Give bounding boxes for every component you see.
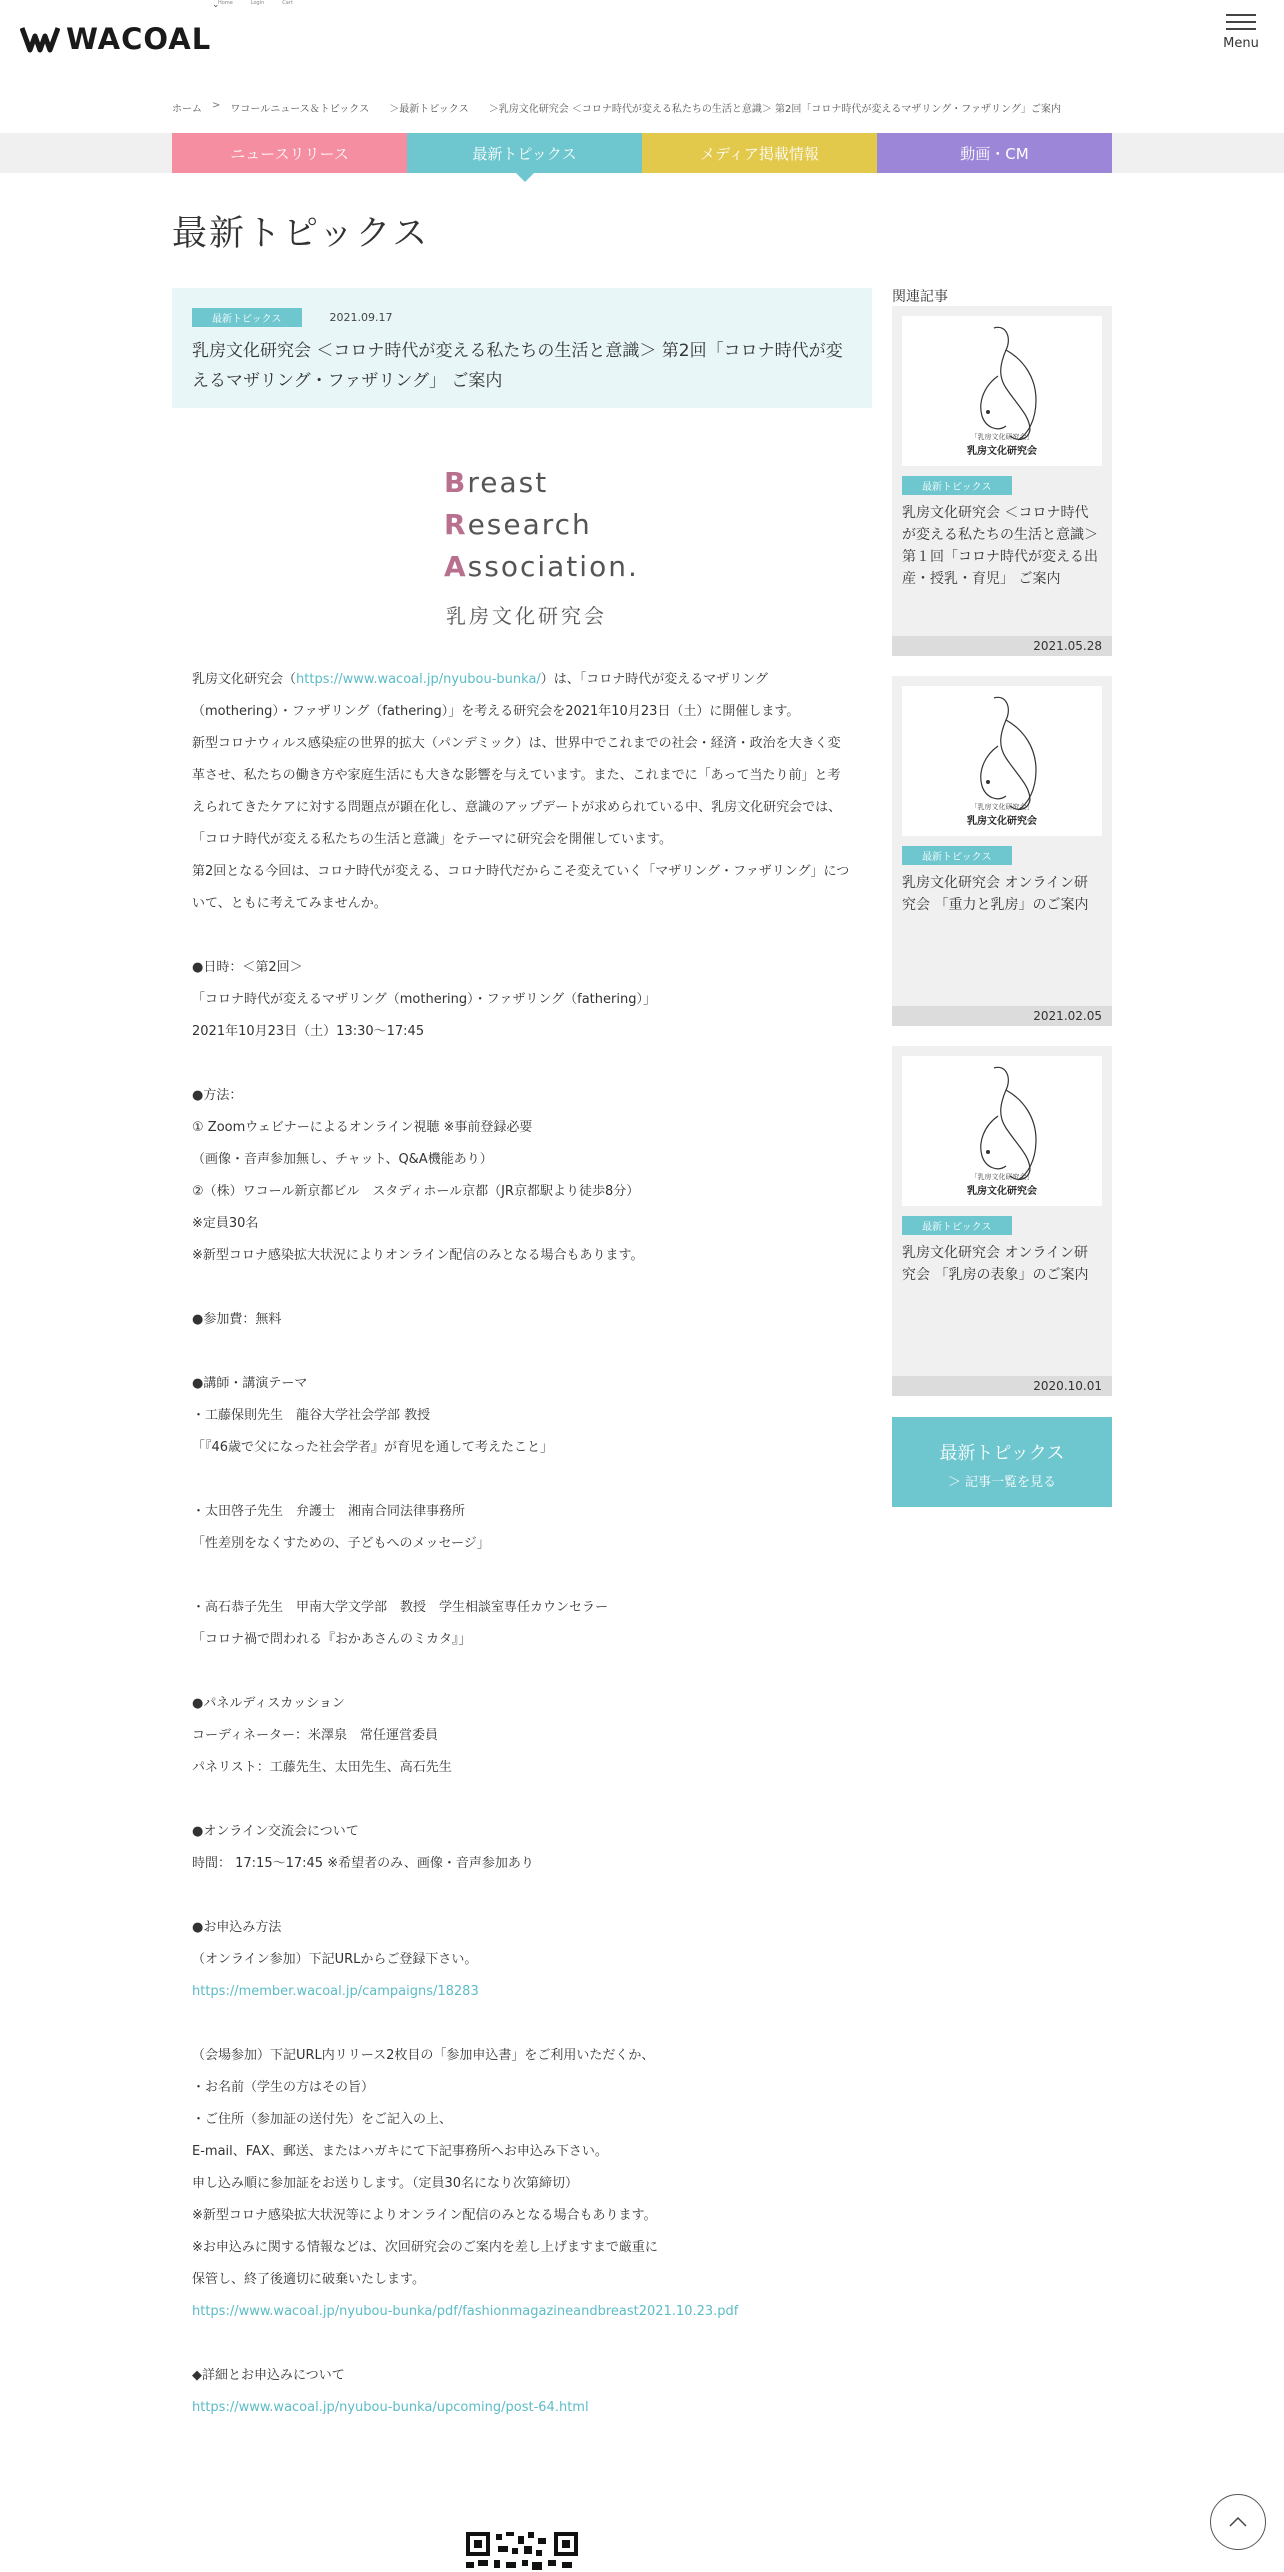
speaker-line: ●講師・講演テーマ [192, 1376, 308, 1391]
thumb-title: 乳房文化研究会 [967, 816, 1037, 827]
apply-line: （オンライン参加）下記URLからご登録下さい。 [192, 1952, 478, 1967]
schedule-line: 2021年10月23日（土）13:30～17:45 [192, 1024, 425, 1039]
article-meta [192, 308, 392, 327]
speaker-line: ・高石恭子先生 甲南大学文学部 教授 学生相談室専任カウンセラー [192, 1600, 609, 1615]
card-thumbnail [902, 1056, 1102, 1206]
method-line: ※定員30名 [192, 1216, 259, 1231]
tab-media[interactable]: メディア掲載情報 [642, 133, 877, 173]
card-title: 乳房文化研究会 オンライン研究会 「重力と乳房」のご案内 [902, 875, 1089, 913]
top-link-login[interactable]: Login [250, 0, 265, 6]
top-link-cart[interactable]: Cart [282, 0, 293, 6]
thumb-caption: 「乳房文化研究会」 [970, 803, 1034, 811]
online-line: ●オンライン交流会について [192, 1824, 359, 1839]
menu-button[interactable] [1218, 14, 1264, 51]
top-link-home[interactable]: Home [218, 0, 233, 6]
related-card[interactable] [892, 676, 1112, 1026]
card-title: 乳房文化研究会 ＜コロナ時代が変える私たちの生活と意識＞ 第１回「コロナ時代が変える出産・授乳・育児」 ご案内 [902, 505, 1098, 587]
tab-video-cm[interactable]: 動画・CM [877, 133, 1112, 173]
card-date: 2021.02.05 [892, 1006, 1112, 1026]
detail-link[interactable]: https://www.wacoal.jp/nyubou-bunka/upcoming/post-64.html [192, 2400, 589, 2415]
top-utility-nav [212, 0, 293, 10]
invitation-paragraph: 第2回となる今回は、コロナ時代が変える、コロナ時代だからこそ変えていく「マザリング・ファザリング」について、ともに考えてみませんか。 [192, 864, 850, 911]
topics-list-subtitle: ＞ 記事一覧を見る [947, 1475, 1057, 1490]
method-line: ②（株）ワコール新京都ビル スタディホール京都（JR京都駅より徒歩8分） [192, 1184, 640, 1199]
related-card[interactable] [892, 306, 1112, 656]
fee-line: ●参加費：無料 [192, 1312, 282, 1327]
menu-label: Menu [1223, 36, 1259, 51]
card-category-badge: 最新トピックス [902, 1216, 1012, 1235]
bra-logo-japanese: 乳房文化研究会 [446, 604, 607, 628]
bra-logo [444, 462, 664, 629]
wacoal-mark-icon [20, 24, 60, 54]
brand-name: WACOAL [66, 22, 212, 56]
back-to-top-button[interactable] [1210, 2494, 1266, 2550]
wacoal-logo[interactable] [20, 22, 211, 56]
venue-line: ※お申込みに関する情報などは、次回研究会のご案内を差し上げますまで厳重に [192, 2240, 658, 2255]
apply-line: ●お申込み方法 [192, 1920, 282, 1935]
method-line: （画像・音声参加無し、チャット、Q&A機能あり） [192, 1152, 493, 1167]
panel-line: パネリスト：工藤先生、太田先生、高石先生 [192, 1760, 452, 1775]
chevron-down-icon[interactable]: ⌄ [212, 0, 220, 10]
article-header [172, 288, 872, 408]
article-body [192, 664, 852, 2424]
venue-line: ・お名前（学生の方はその旨） [192, 2080, 375, 2095]
card-thumbnail [902, 686, 1102, 836]
venue-line: （会場参加）下記URL内リリース2枚目の「参加申込書」をご利用いただくか、 [192, 2048, 655, 2063]
hamburger-icon [1226, 14, 1256, 30]
bra-logo-line: Breast [444, 466, 549, 499]
topics-list-title: 最新トピックス [939, 1443, 1065, 1464]
related-card[interactable] [892, 1046, 1112, 1396]
venue-line: 申し込み順に参加証をお送りします。（定員30名になり次第締切） [192, 2176, 579, 2191]
bra-logo-line: Association. [444, 550, 639, 583]
article-date: 2021.09.17 [329, 311, 393, 324]
bra-logo-line: Research [444, 508, 592, 541]
thumb-caption: 「乳房文化研究会」 [970, 433, 1034, 441]
method-line: ① Zoomウェビナーによるオンライン視聴 ※事前登録必要 [192, 1120, 533, 1135]
card-date: 2021.05.28 [892, 636, 1112, 656]
schedule-line: ●日時：＜第2回＞ [192, 960, 303, 975]
chevron-up-icon [1211, 2495, 1265, 2549]
venue-line: E-mail、FAX、郵送、またはハガキにて下記事務所へお申込み下さい。 [192, 2144, 608, 2159]
thumb-title: 乳房文化研究会 [967, 1186, 1037, 1197]
category-badge: 最新トピックス [192, 308, 302, 327]
speaker-line: 「コロナ禍で問われる『おかあさんのミカタ』」 [192, 1632, 472, 1647]
speaker-line: 「性差別をなくすための、子どもへのメッセージ」 [192, 1536, 490, 1551]
venue-line: 保管し、終了後適切に破棄いたします。 [192, 2272, 425, 2287]
card-thumbnail [902, 316, 1102, 466]
breadcrumb-separator: > [212, 100, 221, 111]
card-title: 乳房文化研究会 オンライン研究会 「乳房の表象」のご案内 [902, 1245, 1089, 1283]
card-category-badge: 最新トピックス [902, 846, 1012, 865]
breadcrumb-current: ＞乳房文化研究会 ＜コロナ時代が変える私たちの生活と意識＞ 第2回「コロナ時代が変えるマザリング・ファザリング」ご案内 [488, 104, 1061, 115]
speaker-line: ・工藤保則先生 龍谷大学社会学部 教授 [192, 1408, 431, 1423]
thumb-title: 乳房文化研究会 [967, 446, 1037, 457]
speaker-line: ・太田啓子先生 弁護士 湘南合同法律事務所 [192, 1504, 466, 1519]
intro-paragraph: 乳房文化研究会（https://www.wacoal.jp/nyubou-bunka/）は、「コロナ時代が変えるマザリング（mothering）・ファザリング（fathering）」を考える研究会を2021年10月23日（土）に開催します。 [192, 672, 800, 719]
qr-code-icon [466, 2532, 578, 2572]
method-line: ●方法： [192, 1088, 243, 1103]
thumb-caption: 「乳房文化研究会」 [970, 1173, 1034, 1181]
breadcrumb-news[interactable]: ワコールニュース＆トピックス [230, 104, 370, 115]
method-line: ※新型コロナ感染拡大状況によりオンライン配信のみとなる場合もあります。 [192, 1248, 644, 1263]
topics-list-button[interactable] [892, 1417, 1112, 1507]
related-articles-label: 関連記事 [892, 289, 948, 305]
registration-link[interactable]: https://member.wacoal.jp/campaigns/18283 [192, 1984, 479, 1999]
breadcrumb [172, 100, 1061, 115]
schedule-line: 「コロナ時代が変えるマザリング（mothering）・ファザリング（fathering）」 [192, 992, 656, 1007]
article-title: 乳房文化研究会 ＜コロナ時代が変える私たちの生活と意識＞ 第2回「コロナ時代が変えるマザリング・ファザリング」 ご案内 [192, 341, 843, 391]
category-tabs [172, 133, 1112, 173]
pdf-link[interactable]: https://www.wacoal.jp/nyubou-bunka/pdf/fashionmagazineandbreast2021.10.23.pdf [192, 2304, 739, 2319]
site-header [0, 0, 1284, 80]
speaker-line: 「『46歳で父になった社会学者』が育児を通して考えたこと」 [192, 1440, 554, 1455]
online-line: 時間： 17:15～17:45 ※希望者のみ、画像・音声参加あり [192, 1856, 534, 1871]
pandemic-paragraph: 新型コロナウィルス感染症の世界的拡大（パンデミック）は、世界中でこれまでの社会・経済・政治を大きく変革させ、私たちの働き方や家庭生活にも大きな影響を与えています。また、これまでに「あって当たり前」と考えられてきたケアに対する問題点が顕在化し、意識のアップデートが求められている中、乳房文化研究会では、「コロナ時代が変える私たちの生活と意識」をテーマに研究会を開催しています。 [192, 736, 842, 847]
venue-line: ※新型コロナ感染拡大状況等によりオンライン配信のみとなる場合もあります。 [192, 2208, 657, 2223]
panel-line: コーディネーター：米澤泉 常任運営委員 [192, 1728, 438, 1743]
detail-heading: ◆詳細とお申込みについて [192, 2368, 345, 2383]
page-title: 最新トピックス [172, 214, 430, 254]
nyubou-bunka-link[interactable]: https://www.wacoal.jp/nyubou-bunka/ [296, 672, 541, 687]
breadcrumb-topics[interactable]: ＞最新トピックス [389, 104, 469, 115]
tab-news-release[interactable]: ニュースリリース [172, 133, 407, 173]
venue-line: ・ご住所（参加証の送付先）をご記入の上、 [192, 2112, 453, 2127]
breadcrumb-home[interactable]: ホーム [172, 104, 202, 115]
card-category-badge: 最新トピックス [902, 476, 1012, 495]
panel-line: ●パネルディスカッション [192, 1696, 345, 1711]
tab-latest-topics[interactable]: 最新トピックス [407, 133, 642, 173]
card-date: 2020.10.01 [892, 1376, 1112, 1396]
